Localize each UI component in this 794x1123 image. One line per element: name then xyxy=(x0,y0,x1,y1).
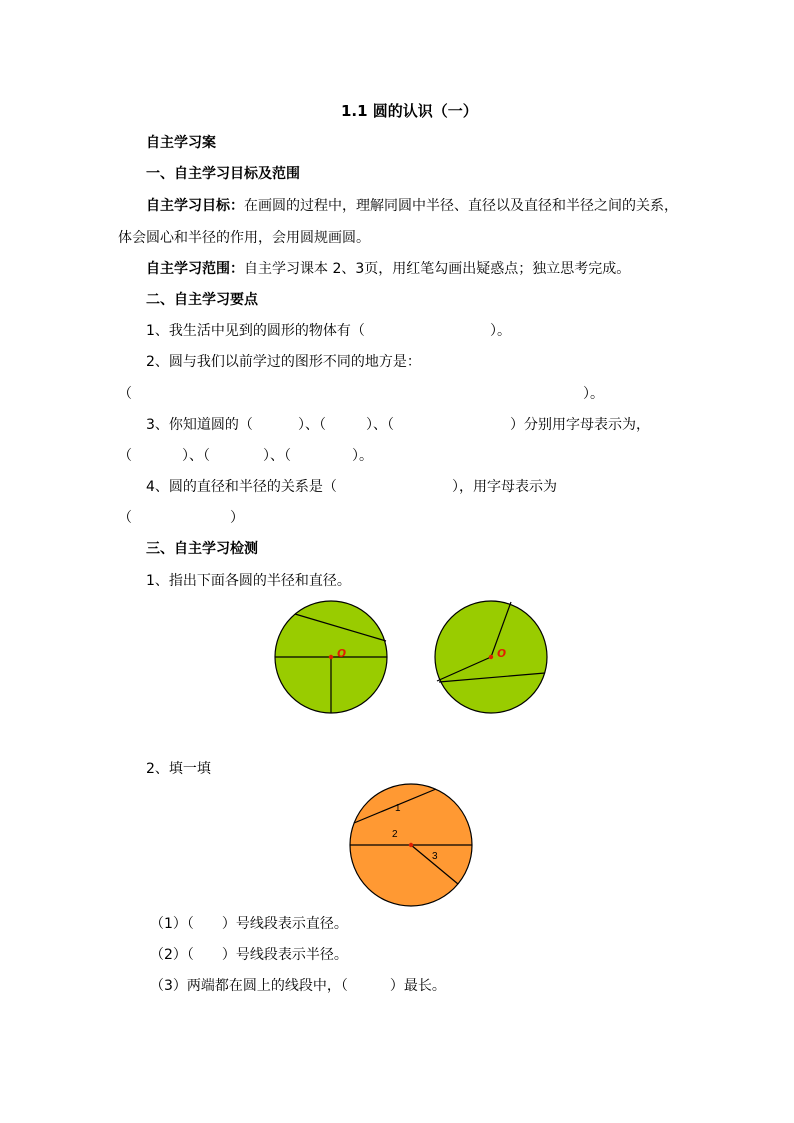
goal-line-1 xyxy=(146,197,678,215)
q2-close-paren: ）。 xyxy=(583,386,604,402)
part1-heading: 一、自主学习目标及范围 xyxy=(146,166,300,182)
circle-2-center-dot xyxy=(489,655,493,659)
section-heading: 自主学习案 xyxy=(146,135,216,151)
fill-item-1: （1）（ ）号线段表示直径。 xyxy=(150,916,348,932)
q3-part-4: ）分别用字母表示为， xyxy=(510,417,650,433)
q4-part-1: 4、圆的直径和半径的关系是（ xyxy=(146,479,337,495)
goal-text-1: 在画圆的过程中，理解同圆中半径、直径以及直径和半径之间的关系， xyxy=(244,198,678,214)
q4-line2-1: （ xyxy=(118,510,132,526)
segment-2-label: 2 xyxy=(392,829,398,840)
page-title: 1.1 圆的认识（一） xyxy=(341,102,478,120)
goal-text-2: 体会圆心和半径的作用，会用圆规画圆。 xyxy=(118,230,370,246)
q4-line2-2: ） xyxy=(230,510,244,526)
scope-line xyxy=(146,260,630,278)
q3-part-2: ）、（ xyxy=(298,417,326,433)
q4-part-2: ），用字母表示为 xyxy=(452,479,557,495)
green-circle-1 xyxy=(273,599,389,715)
q3-line2-4: ）。 xyxy=(352,448,373,464)
scope-label: 自主学习范围： xyxy=(146,261,244,277)
p3-q1-text: 1、指出下面各圆的半径和直径。 xyxy=(146,573,351,589)
green-circle-2 xyxy=(433,599,549,715)
q1-text-a: 1、我生活中见到的圆形的物体有（ xyxy=(146,323,365,339)
orange-circle xyxy=(348,783,474,909)
q3-line2-2: ）、（ xyxy=(182,448,210,464)
goal-label: 自主学习目标： xyxy=(146,198,244,214)
part3-heading: 三、自主学习检测 xyxy=(146,541,258,557)
orange-circle-center-dot xyxy=(409,843,413,847)
q3-part-3: ）、（ xyxy=(366,417,394,433)
segment-1-label: 1 xyxy=(395,803,401,814)
circle-1-center-dot xyxy=(329,655,333,659)
fill-item-2: （2）（ ）号线段表示半径。 xyxy=(150,947,348,963)
q3-part-1: 3、你知道圆的（ xyxy=(146,417,253,433)
q2-open-paren: （ xyxy=(118,386,132,402)
q3-line2-3: ）、（ xyxy=(263,448,291,464)
q1-text-b: ）。 xyxy=(490,323,511,339)
p3-q2-text: 2、填一填 xyxy=(146,761,211,777)
scope-text: 自主学习课本 2、3页，用红笔勾画出疑惑点；独立思考完成。 xyxy=(244,261,631,277)
circle-1-center-label: o xyxy=(337,644,347,661)
part2-heading: 二、自主学习要点 xyxy=(146,292,258,308)
circle-2-center-label: o xyxy=(497,644,507,661)
segment-3-label: 3 xyxy=(432,851,438,862)
q3-line2-1: （ xyxy=(118,448,132,464)
fill-item-3: （3）两端都在圆上的线段中，（ ）最长。 xyxy=(150,978,446,994)
q2-text-a: 2、圆与我们以前学过的图形不同的地方是： xyxy=(146,354,421,370)
